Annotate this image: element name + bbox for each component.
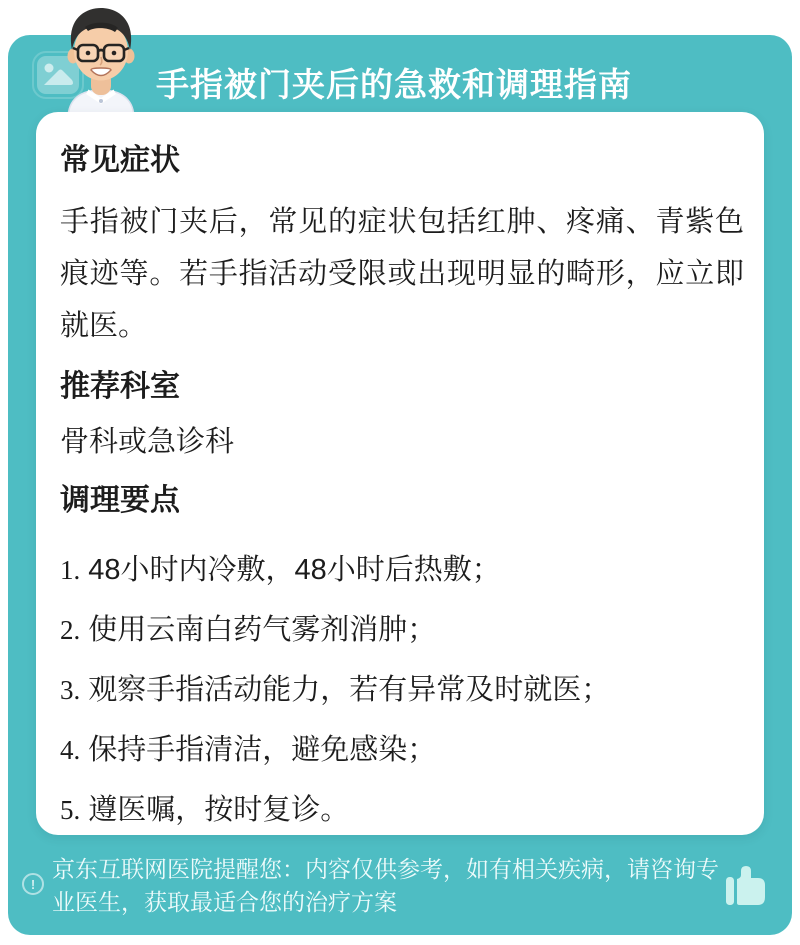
list-item-text: 48小时内冷敷，48小时后热敷； <box>88 554 501 586</box>
list-item-number: 4. <box>60 735 81 765</box>
list-item <box>60 610 744 650</box>
list-item-text: 观察手指活动能力，若有异常及时就医； <box>88 674 611 706</box>
section-heading-department: 推荐科室 <box>60 370 180 403</box>
content-card <box>36 112 764 835</box>
section-body-symptoms: 手指被门夹后，常见的症状包括红肿、疼痛、青紫色痕迹等。若手指活动受限或出现明显的畸形，应立即就医。 <box>60 206 744 342</box>
list-item-number: 3. <box>60 675 81 705</box>
section-heading-symptoms: 常见症状 <box>60 144 180 177</box>
doctor-avatar <box>55 5 147 119</box>
list-item-number: 2. <box>60 615 81 645</box>
list-item-text: 保持手指清洁，避免感染； <box>88 734 437 766</box>
list-item-text: 遵医嘱，按时复诊。 <box>88 794 350 826</box>
warning-circle-icon: ! <box>22 873 44 895</box>
list-item <box>60 790 744 830</box>
list-item <box>60 550 744 590</box>
list-item-number: 5. <box>60 795 81 825</box>
list-item <box>60 730 744 770</box>
section-heading-care: 调理要点 <box>60 484 180 517</box>
list-item <box>60 670 744 710</box>
list-item-number: 1. <box>60 555 81 585</box>
list-item-text: 使用云南白药气雾剂消肿； <box>88 614 437 646</box>
thumbs-up-icon[interactable] <box>720 859 772 911</box>
page-title: 手指被门夹后的急救和调理指南 <box>156 66 632 103</box>
care-points-list <box>60 550 744 830</box>
section-body-department: 骨科或急诊科 <box>60 426 235 458</box>
disclaimer-text: 京东互联网医院提醒您：内容仅供参考，如有相关疾病，请咨询专业医生，获取最适合您的治疗方案 <box>52 856 719 915</box>
advice-card <box>8 35 792 935</box>
